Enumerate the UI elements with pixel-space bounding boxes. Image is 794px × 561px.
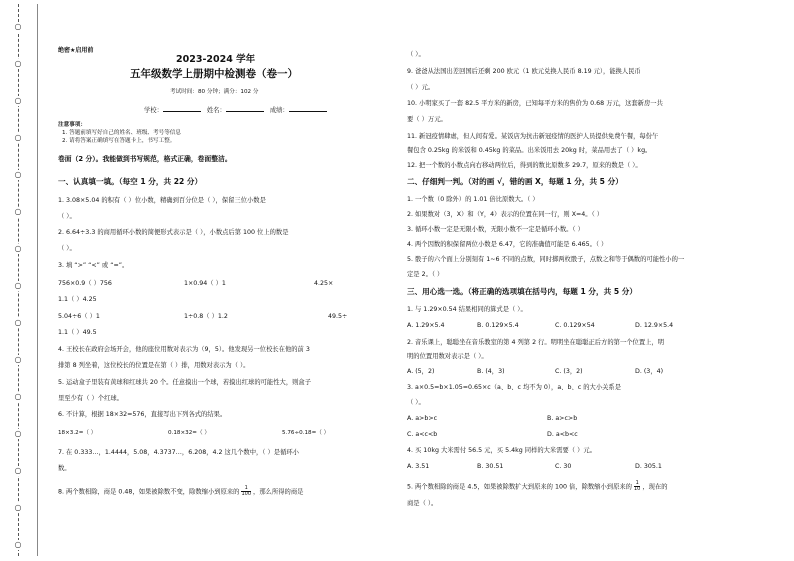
score-label: 成绩： — [269, 107, 289, 114]
choice-option: B. a>c>b — [547, 415, 578, 422]
compare-item: 1.1（ ）49.5 — [58, 329, 97, 336]
binding-hole-icon: ○ — [14, 429, 22, 438]
calc-item: 18×3.2=（ ） — [58, 430, 97, 436]
exam-info: 考试时间：80 分钟；满分：102 分 — [170, 89, 259, 95]
section-1-heading: 一、认真填一填。（每空 1 分，共 22 分） — [58, 177, 203, 186]
question-2-cont: （ ）。 — [58, 245, 76, 252]
school-label: 学校： — [144, 107, 163, 114]
school-field[interactable] — [163, 105, 201, 112]
notes-title: 注意事项： — [58, 122, 86, 128]
binding-hole-icon: ○ — [14, 133, 22, 142]
binding-hole-icon: ○ — [14, 59, 22, 68]
note-2: 2. 请将答案正确填写在答题卡上，书写工整。 — [62, 138, 176, 144]
compare-item: 5.04÷6（ ）1 — [58, 313, 100, 320]
question-9: 9. 爸爸从法国出差回国后还剩 200 欧元（1 欧元兑换人民币 8.19 元），能换人民币 — [407, 68, 641, 75]
question-3: 3. 填 “>” “<” 或 “=”。 — [58, 262, 129, 269]
choice-5-text-end: ，现在的 — [642, 483, 668, 491]
question-10-cont: 要（ ）万元。 — [407, 116, 447, 123]
choice-1: 1. 与 1.29×0.54 结果相同的算式是（ ）。 — [407, 306, 527, 313]
binding-margin — [6, 4, 40, 556]
choice-option: D. a<b<c — [547, 431, 578, 438]
calc-item: 5.76÷0.18=（ ） — [282, 430, 330, 436]
question-6: 6. 不计算，根据 18×32=576，直接写出下列各式的结果。 — [58, 411, 227, 418]
choice-option: C. (3，2) — [555, 368, 583, 375]
question-5: 5. 运动盒子里装有黄球和红球共 20 个。任意摸出一个球，若摸出红球的可能性大，则盒子 — [58, 379, 312, 386]
choice-option: C. 30 — [555, 463, 572, 470]
note-1: 1. 答题前填写好自己的姓名、班级、考号等信息 — [62, 130, 181, 136]
question-7: 7. 在 0.333…，1.4444，5.0̇8̇，4.3737…，6.2̇0̇8̇，4.2 这几个数中，（ ）是循环小 — [58, 449, 299, 456]
question-11: 11. 新冠疫情肆虐，但人间有爱。某饭店为抗击新冠疫情的医护人员提供免费午餐，每份午 — [407, 133, 659, 140]
question-12: 12. 把一个数的小数点向右移动两位后，得到的数比原数多 29.7，原来的数是（ ）。 — [407, 162, 642, 169]
choice-option: C. a<c<b — [407, 431, 438, 438]
exam-year: 2023-2024 学年 — [176, 54, 256, 65]
binding-hole-icon: ○ — [14, 318, 22, 327]
fraction-numerator: 1 — [241, 486, 251, 492]
choice-option: D. 12.9×5.4 — [635, 322, 674, 329]
binding-hole-icon: ○ — [14, 207, 22, 216]
choice-option: B. 0.129×5.4 — [477, 322, 519, 329]
writing-score-note: 卷面（2 分）。我能做到书写规范，格式正确，卷面整洁。 — [58, 155, 232, 163]
confidential-label: 绝密★启用前 — [58, 47, 94, 54]
question-4-cont: 排第 8 列坐着，这位校长的位置是在第（ ）排，用数对表示为（ ）。 — [58, 362, 250, 369]
fraction-denominator: 100 — [241, 491, 252, 497]
q8-answer-cont: （ ）。 — [407, 51, 425, 58]
binding-hole-icon: ○ — [14, 355, 22, 364]
choice-2-cont: 明的位置用数对表示是（ ）。 — [407, 353, 488, 360]
question-8 — [58, 486, 303, 497]
binding-hole-icon: ○ — [14, 281, 22, 290]
question-11-cont: 餐包含 0.25kg 的米饭和 0.45kg 的菜品。出米饭用去 20kg 时，菜品用去了（ ）kg。 — [407, 147, 652, 154]
choice-3-cont: （ ）。 — [407, 399, 425, 406]
compare-item: 1.1（ ）4.25 — [58, 296, 97, 303]
fraction — [241, 486, 251, 497]
student-info-row — [144, 105, 327, 115]
choice-option: B. (4，3) — [477, 368, 505, 375]
choice-4: 4. 买 10kg 大米需付 56.5 元，买 5.4kg 同样的大米需要（ ）元。 — [407, 447, 596, 454]
compare-item: 1×0.94（ ）1 — [184, 280, 226, 287]
judge-5-cont: 定是 2。（ ） — [407, 271, 444, 278]
binding-hole-icon: ○ — [14, 22, 22, 31]
question-1: 1. 3.08×5.04 的积有（ ）位小数，精确到百分位是（ ），保留三位小数是 — [58, 197, 266, 204]
choice-2: 2. 音乐课上，聪聪坐在音乐教室的第 4 列第 2 行。明明坐在聪聪正后方的第一个位置上，明 — [407, 339, 665, 346]
choice-5-cont: 商是（ ）。 — [407, 500, 438, 507]
binding-hole-icon: ○ — [14, 244, 22, 253]
choice-option: A. 3.51 — [407, 463, 430, 470]
fraction-denominator: 10 — [633, 486, 641, 492]
binding-hole-icon: ○ — [14, 96, 22, 105]
judge-3: 3. 循环小数一定是无限小数，无限小数不一定是循环小数。（ ） — [407, 226, 584, 233]
binding-hole-icon: ○ — [14, 466, 22, 475]
judge-5: 5. 骰子的六个面上分别刻有 1~6 不同的点数，同时掷两枚骰子，点数之和等于偶数的可能性小的一 — [407, 256, 685, 263]
judge-1: 1. 一个数（0 除外）的 1.01 倍比原数大。（ ） — [407, 196, 539, 203]
choice-option: D. 305.1 — [635, 463, 662, 470]
compare-item: 756×0.9（ ）756 — [58, 280, 112, 287]
binding-hole-icon: ○ — [14, 540, 22, 549]
calc-item: 0.18×32=（ ） — [168, 430, 210, 436]
question-9-cont: （ ）元。 — [407, 84, 435, 91]
binding-hole-icon: ○ — [14, 503, 22, 512]
name-label: 姓名： — [206, 107, 226, 114]
exam-title: 五年级数学上册期中检测卷（卷一） — [130, 68, 298, 80]
fraction-numerator: 1 — [635, 480, 639, 486]
question-7-cont: 数。 — [58, 465, 71, 472]
binding-hole-icon: ○ — [14, 392, 22, 401]
section-3-heading: 三、用心选一选。（将正确的选项填在括号内，每题 1 分，共 5 分） — [407, 287, 637, 296]
question-10: 10. 小明家买了一套 82.5 平方米的新房，已知每平方米的售价为 0.68 万元，这套新房一共 — [407, 100, 663, 107]
judge-2: 2. 如果数对（3，X）和（Y，4）表示的位置在同一行，则 X=4。（ ） — [407, 211, 604, 218]
question-5-cont: 里至少有（ ）个红球。 — [58, 395, 123, 402]
choice-3: 3. a×0.5=b×1.05=0.65×c（a、b、c 均不为 0），a、b、c 的大小关系是 — [407, 384, 622, 391]
name-field[interactable] — [226, 105, 264, 112]
question-8-text-end: ，那么所得的商是 — [253, 488, 304, 496]
compare-item: 4.25× — [314, 280, 334, 287]
choice-option: D. (3，4) — [635, 368, 664, 375]
binding-hole-icon: ○ — [14, 170, 22, 179]
compare-item: 49.5÷ — [328, 313, 348, 320]
compare-item: 1÷0.8（ ）1.2 — [184, 313, 228, 320]
fraction — [634, 481, 640, 492]
margin-border-line — [37, 4, 38, 556]
question-1-cont: （ ）。 — [58, 213, 76, 220]
score-field[interactable] — [289, 105, 327, 112]
choice-option: C. 0.129×54 — [555, 322, 595, 329]
question-2: 2. 6.64÷3.3 的商用循环小数的简便形式表示是（ ），小数点后第 100 位上的数是 — [58, 229, 289, 236]
question-4: 4. 王校长在政府会场开会，他的座位用数对表示为（9，5）。他发现另一位校长在他的前 3 — [58, 346, 310, 353]
choice-option: B. 30.51 — [477, 463, 504, 470]
choice-option: A. (5，2) — [407, 368, 435, 375]
choice-option: A. 1.29×5.4 — [407, 322, 445, 329]
choice-5-text: 5. 两个数相除的商是 4.5，如果被除数扩大到原来的 100 倍，除数缩小到原来的 — [407, 483, 632, 491]
choice-5 — [407, 481, 668, 492]
section-2-heading: 二、仔细判一判。（对的画 √，错的画 X，每题 1 分，共 5 分） — [407, 177, 623, 186]
choice-option: A. a>b>c — [407, 415, 438, 422]
judge-4: 4. 两个因数的积保留两位小数是 6.47，它的准确值可能是 6.465。（ ） — [407, 241, 608, 248]
question-8-text: 8. 两个数相除，商是 0.48，如果被除数不变，除数缩小到原来的 — [58, 488, 240, 496]
